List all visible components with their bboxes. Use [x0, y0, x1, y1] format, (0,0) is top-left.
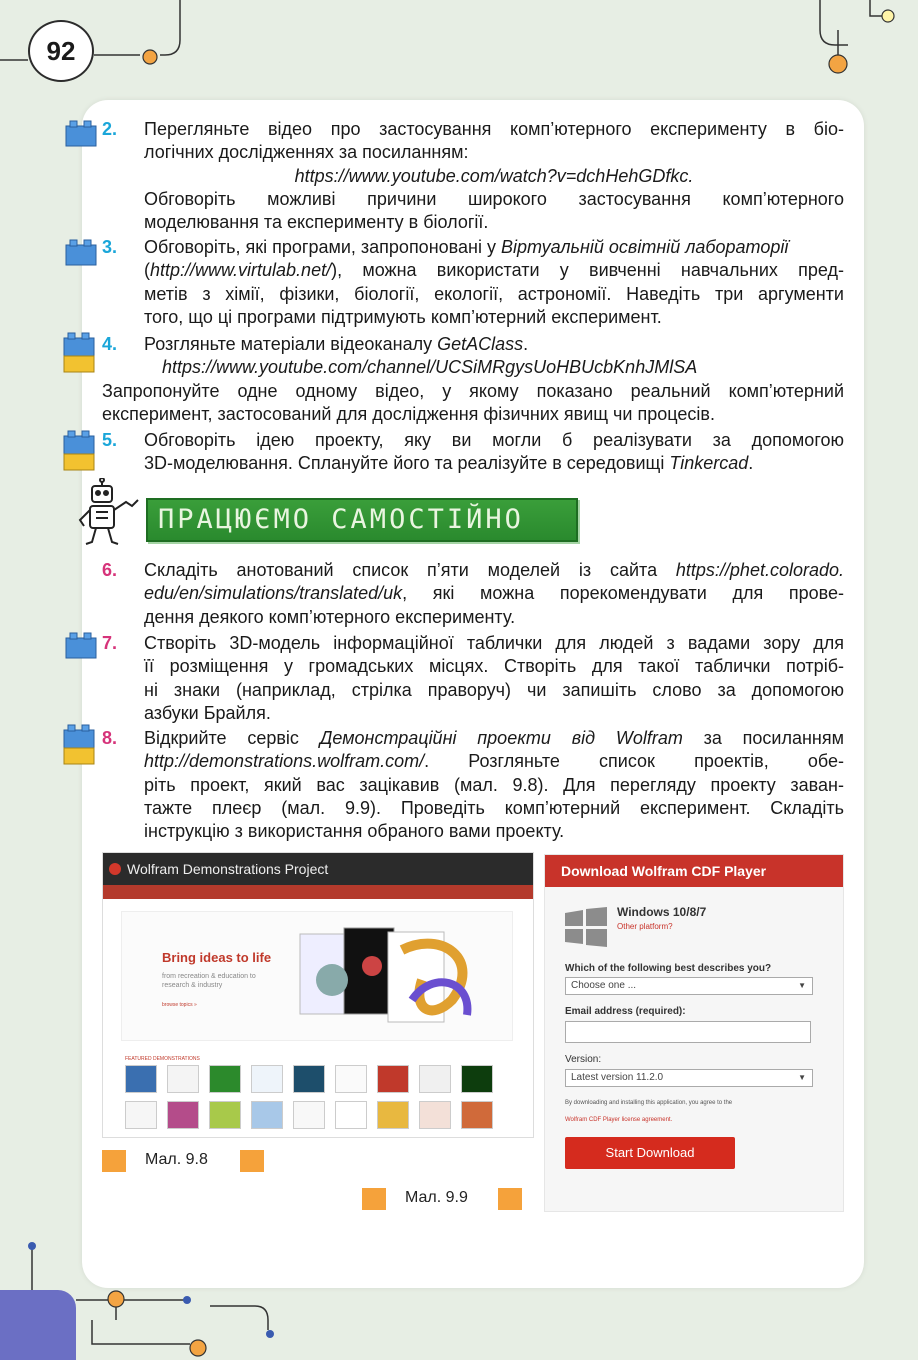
virtulab-link[interactable]: http://www.virtulab.net/	[150, 260, 332, 281]
task-text-line: ріть проект, який вас зацікавив (мал. 9.8). Для перегляду проекту заван-	[144, 774, 844, 795]
demo-thumbnail[interactable]	[125, 1101, 157, 1129]
phet-link[interactable]: https://phet.colorado.	[675, 560, 844, 580]
demo-thumbnail[interactable]	[251, 1101, 283, 1129]
demo-thumbnail[interactable]	[167, 1065, 199, 1093]
youtube-link[interactable]: https://www.youtube.com/watch?v=dchHehGDfkc.	[294, 165, 694, 186]
email-label: Email address (required):	[565, 1006, 686, 1017]
demo-thumbnail[interactable]	[335, 1065, 367, 1093]
hero-subtitle: from recreation & education to research & industry	[162, 973, 256, 989]
text-run: Обговоріть, які програми, запропоновані у	[144, 237, 501, 257]
task-text-line: її розміщення у громадських місцях. Створіть для такої таблички потріб-	[144, 656, 844, 677]
chevron-down-icon: ▼	[798, 1073, 806, 1082]
caption-marker	[102, 1150, 126, 1172]
email-input[interactable]	[565, 1021, 811, 1043]
windows-logo-icon	[565, 907, 607, 947]
demo-thumbnail[interactable]	[461, 1065, 493, 1093]
figure-wolfram-demonstrations	[102, 852, 534, 1138]
wolfram-logo-icon	[109, 863, 121, 875]
task-text-line: експеримент, застосований для дослідження фізичних явищ чи процесів.	[102, 404, 715, 424]
text-run: за посиланням	[682, 728, 844, 748]
task-number: 4.	[102, 334, 118, 354]
task-text-line	[144, 727, 844, 750]
corner-tab	[0, 1290, 76, 1360]
section-banner: ПРАЦЮЄМО САМОСТІЙНО	[146, 498, 578, 542]
text-run: . Розгляньте список проектів, обе-	[424, 751, 844, 772]
figure-caption-9-8: Мал. 9.8	[145, 1151, 208, 1168]
caption-marker	[498, 1188, 522, 1210]
task-5	[102, 429, 844, 479]
caption-marker	[240, 1150, 264, 1172]
demo-thumbnail[interactable]	[335, 1101, 367, 1129]
task-number: 2.	[102, 119, 118, 139]
cdf-header: Download Wolfram CDF Player	[545, 855, 843, 887]
task-number: 5.	[102, 430, 118, 450]
demo-thumbnail[interactable]	[209, 1065, 241, 1093]
task-text-line: тажте плеєр (мал. 9.9). Проведіть комп’ютерний експеримент. Складіть	[144, 797, 844, 818]
demo-thumbnail[interactable]	[167, 1101, 199, 1129]
os-label: Windows 10/8/7	[617, 905, 707, 919]
version-label: Version:	[565, 1054, 602, 1065]
task-text-line: моделювання та експерименту в біології.	[144, 212, 489, 233]
task-body	[144, 333, 844, 356]
wolfram-hero	[121, 911, 513, 1041]
task-text-line: логічних дослідженнях за посиланням:	[144, 142, 469, 163]
text-run: Розгляньте матеріали відеоканалу	[144, 334, 438, 354]
demo-thumbnail[interactable]	[293, 1101, 325, 1129]
license-text: By downloading and installing this application, you agree to the	[565, 1100, 733, 1106]
chevron-down-icon: ▼	[798, 981, 806, 990]
select-value: Latest version 11.2.0	[571, 1072, 664, 1083]
lego-blue-icon	[64, 237, 98, 267]
version-select[interactable]	[565, 1069, 813, 1087]
task-8	[102, 727, 844, 847]
demo-thumbnail[interactable]	[251, 1065, 283, 1093]
task-text-line	[144, 236, 844, 259]
task-number: 8.	[102, 728, 118, 748]
featured-label: FEATURED DEMONSTRATIONS	[125, 1056, 200, 1062]
task-text-line	[144, 452, 844, 475]
task-text-line: того, що ці програми підтримують комп’ютерний експеримент.	[144, 306, 662, 327]
task-text-line: азбуки Брайля.	[144, 702, 271, 723]
task-body	[144, 118, 844, 234]
demo-thumbnail[interactable]	[377, 1065, 409, 1093]
tinkercad-title: Tinkercad	[669, 453, 749, 474]
task-3	[102, 236, 844, 332]
text-run: Складіть анотований список п’яти моделей із сайта	[144, 560, 676, 580]
task-body	[144, 727, 844, 843]
task-number: 7.	[102, 633, 118, 653]
demo-thumbnail[interactable]	[419, 1101, 451, 1129]
task-body	[144, 236, 844, 329]
other-platform-link[interactable]: Other platform?	[617, 922, 673, 931]
lego-blue-yellow-icon	[62, 330, 98, 374]
figure-caption-9-9: Мал. 9.9	[405, 1189, 468, 1206]
text-run: Відкрийте сервіс	[144, 728, 320, 748]
task-body	[144, 429, 844, 476]
getaclass-link[interactable]: https://www.youtube.com/channel/UCSiMRgysUoHBUcbKnhJMlSA	[162, 357, 698, 377]
wolfram-site-header	[103, 853, 533, 885]
lego-blue-icon	[64, 630, 98, 660]
task-7	[102, 632, 844, 728]
task-body	[144, 559, 844, 629]
lego-blue-icon	[64, 118, 98, 148]
robot-icon	[76, 478, 142, 550]
task-text-line: метів з хімії, фізики, біології, екології, астрономії. Наведіть три аргументи	[144, 283, 844, 304]
text-run: (	[144, 260, 150, 281]
text-run: , які можна порекомендувати для прове-	[402, 583, 844, 604]
figure-cdf-player-download	[544, 854, 844, 1212]
demo-thumbnail[interactable]	[293, 1065, 325, 1093]
task-text-line	[144, 582, 844, 605]
wolfram-link[interactable]: http://demonstrations.wolfram.com/	[144, 751, 425, 772]
task-4	[102, 333, 844, 429]
task-number: 3.	[102, 237, 118, 257]
demo-thumbnail[interactable]	[461, 1101, 493, 1129]
task-number: 6.	[102, 560, 118, 580]
describe-you-label: Which of the following best describes you?	[565, 963, 772, 974]
text-run: ), можна використати у вивченні навчальних пред-	[331, 260, 844, 281]
task-text-line: Обговоріть ідею проекту, яку ви могли б реалізувати за допомогою	[144, 430, 844, 450]
task-2	[102, 118, 844, 238]
text-run: .	[523, 334, 529, 354]
hero-3d-graphics	[292, 920, 502, 1036]
demo-thumbnail[interactable]	[419, 1065, 451, 1093]
wolfram-title: Демонстраційні проекти від Wolfram	[319, 728, 683, 748]
demo-thumbnail[interactable]	[377, 1101, 409, 1129]
phet-link[interactable]: edu/en/simulations/translated/uk	[144, 583, 403, 604]
task-text-line: інструкцію з використання обраного вами проекту.	[144, 821, 565, 842]
demo-thumbnail[interactable]	[209, 1101, 241, 1129]
page-number: 92	[28, 20, 94, 82]
task-text-line: Запропонуйте одне одному відео, у якому показано реальний комп’ютерний	[102, 381, 844, 401]
task-text-line	[144, 259, 844, 282]
describe-you-select[interactable]	[565, 977, 813, 995]
wolfram-site-title: Wolfram Demonstrations Project	[127, 861, 329, 877]
text-run: 3D-моделювання. Сплануйте його та реалізуйте в середовищі	[144, 453, 670, 474]
lego-blue-yellow-icon	[62, 722, 98, 766]
task-text-line	[144, 559, 844, 582]
task-6	[102, 559, 844, 631]
task-text-line	[144, 333, 844, 356]
select-value: Choose one ...	[571, 980, 637, 991]
task-text-line: ні знаки (наприклад, стрілка праворуч) чи запишіть слово за допомогою	[144, 679, 844, 700]
wolfram-nav-bar	[103, 885, 533, 899]
lego-blue-yellow-icon	[62, 428, 98, 472]
task-body	[144, 632, 844, 725]
hero-title: Bring ideas to life	[162, 950, 272, 965]
task-text-line: дення деякого комп’ютерного експерименту.	[144, 606, 516, 627]
getaclass-title: GetAClass	[437, 334, 524, 354]
virtulab-title: Віртуальній освітній лабораторії	[500, 237, 789, 257]
caption-marker	[362, 1188, 386, 1210]
license-link[interactable]: Wolfram CDF Player license agreement.	[565, 1117, 673, 1123]
text-run: .	[748, 453, 754, 474]
start-download-button[interactable]: Start Download	[565, 1137, 735, 1169]
featured-thumbnails	[125, 1065, 505, 1129]
browse-topics-link[interactable]: browse topics »	[162, 1002, 197, 1008]
task-text-line	[144, 750, 844, 773]
task-text-line: Перегляньте відео про застосування комп’ютерного експерименту в біо-	[144, 119, 844, 139]
task-text-line: Обговоріть можливі причини широкого застосування комп’ютерного	[144, 188, 844, 209]
task-text-line: Створіть 3D-модель інформаційної таблички для людей з вадами зору для	[144, 633, 844, 653]
demo-thumbnail[interactable]	[125, 1065, 157, 1093]
